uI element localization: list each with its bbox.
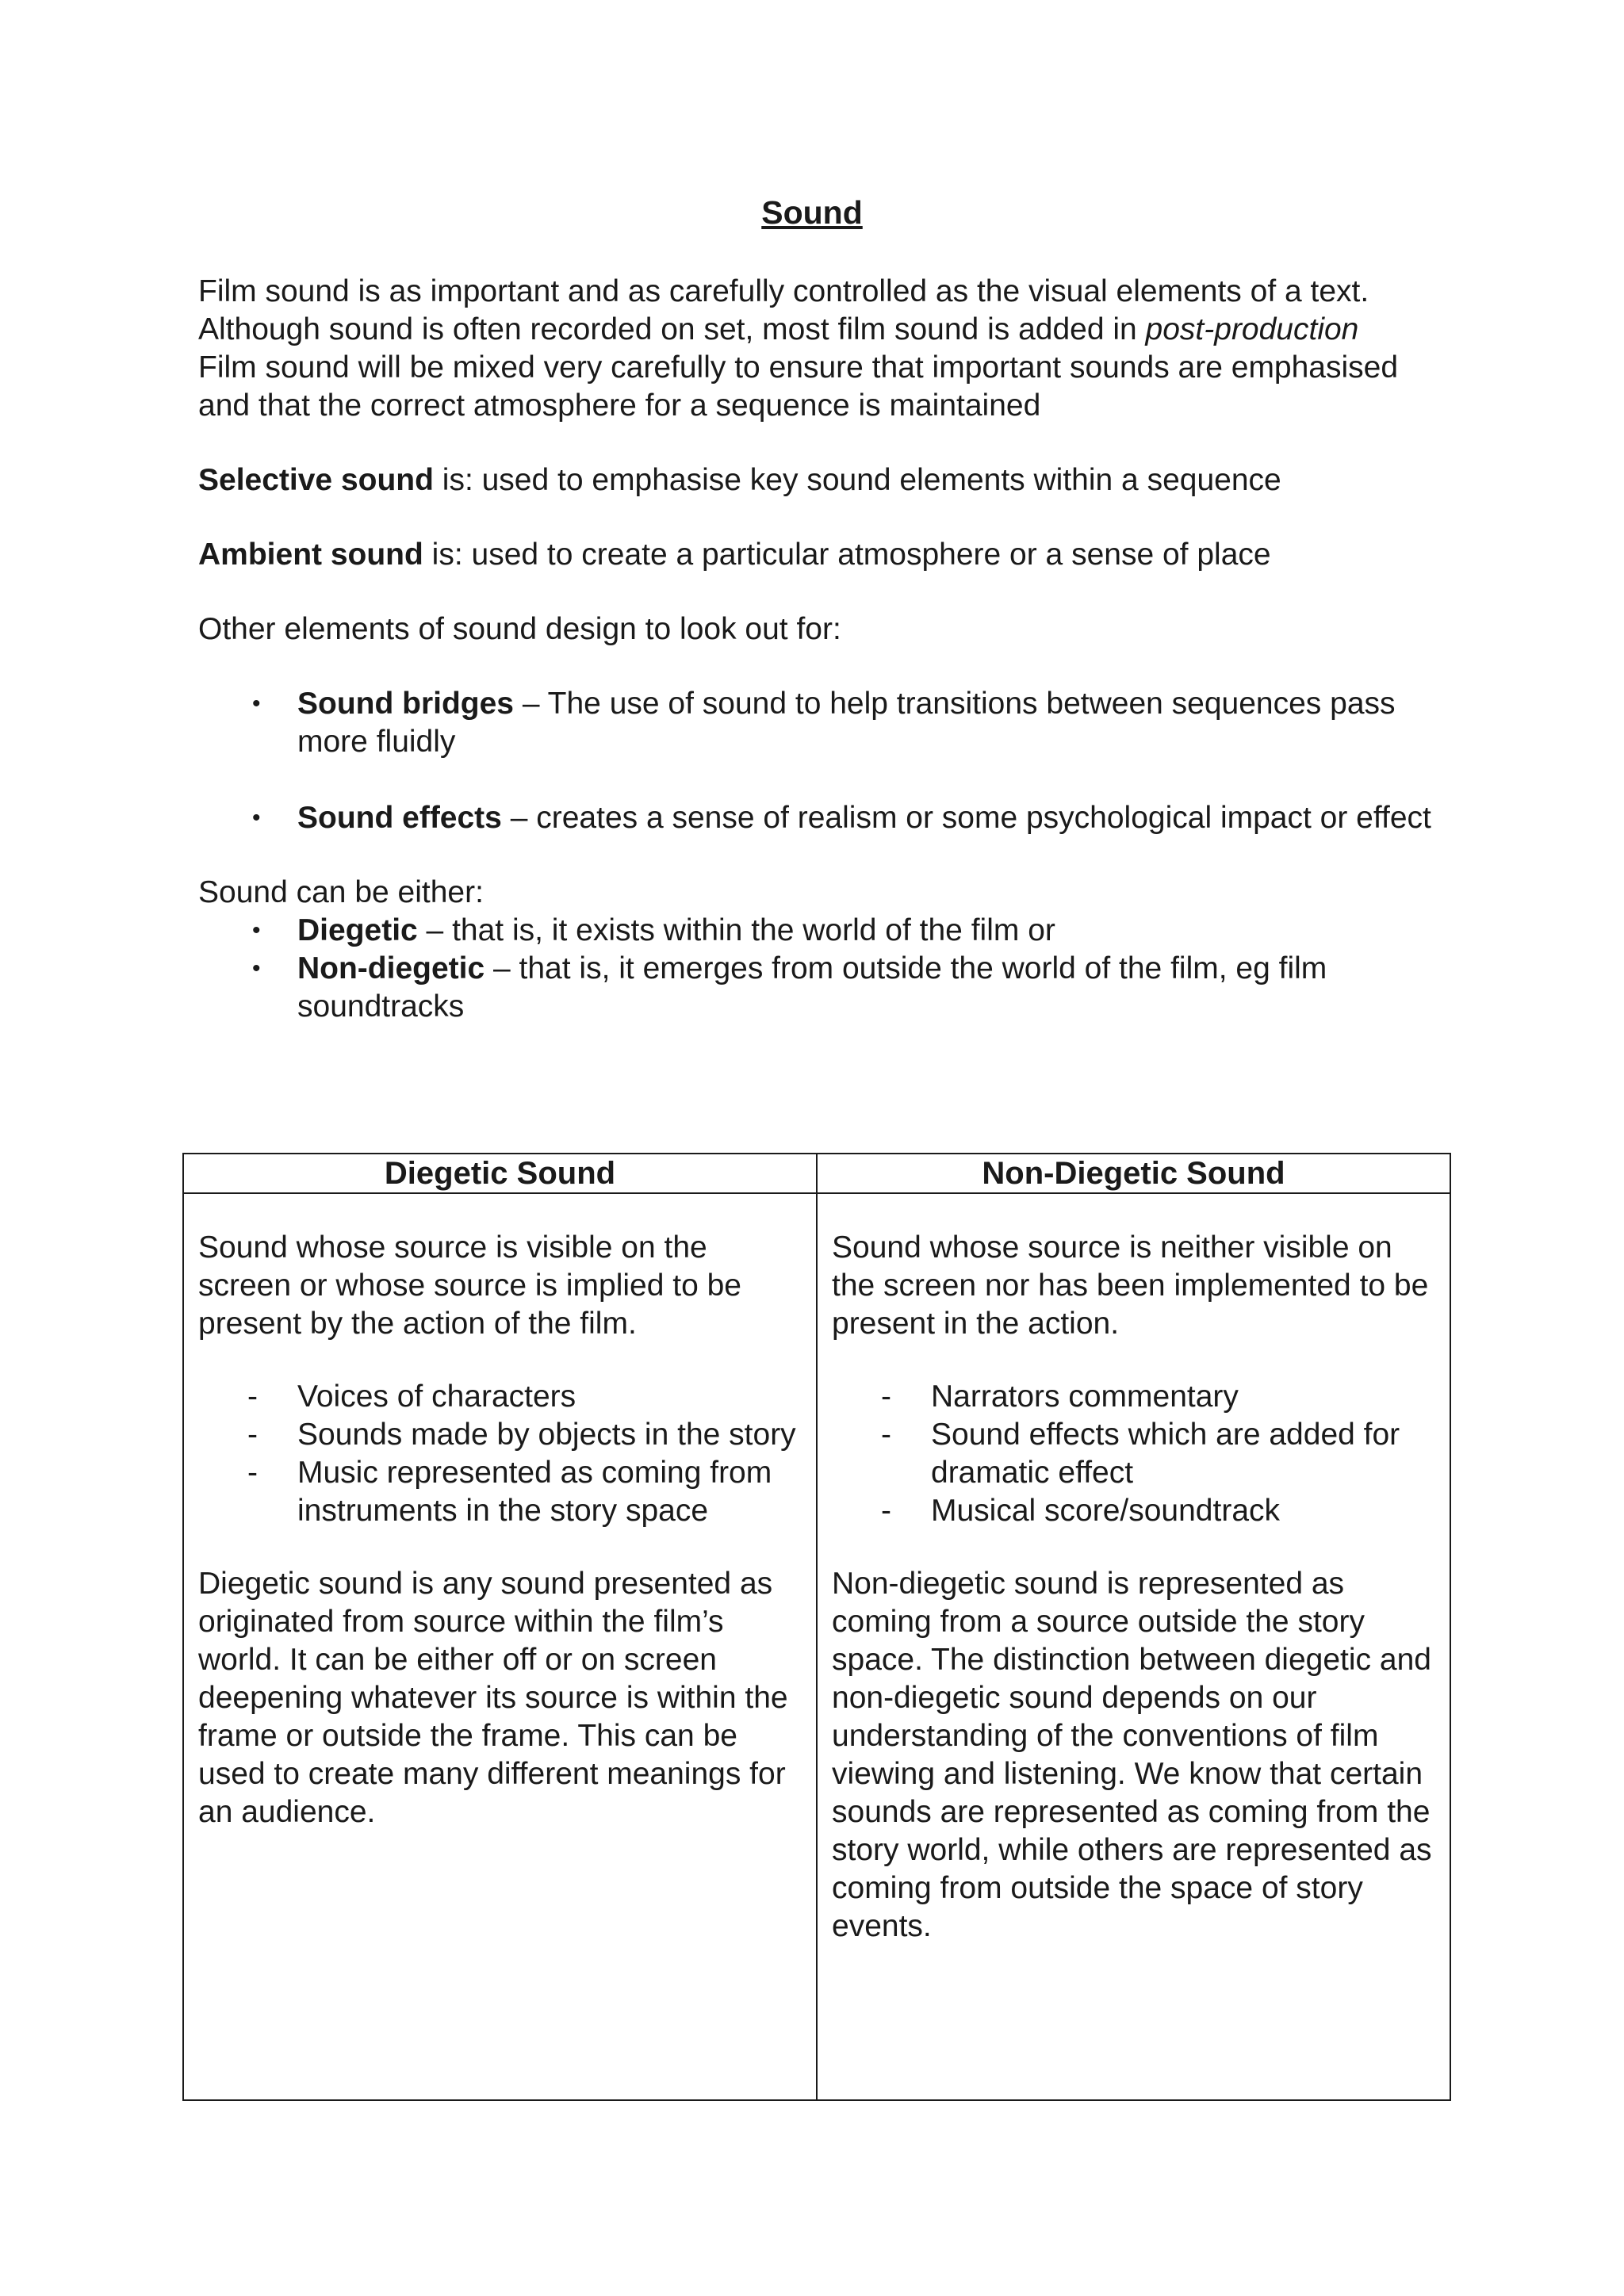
non-diegetic-cell xyxy=(816,1194,1450,2099)
non-diegetic-examples xyxy=(832,1378,1435,1530)
definition-text: is: used to create a particular atmosphere or a sense of place xyxy=(423,538,1271,572)
dash-icon: - xyxy=(881,1418,891,1452)
item-text: Music represented as coming from instruments in the story space xyxy=(297,1456,772,1528)
list-item xyxy=(198,950,1451,1026)
dash-icon: - xyxy=(247,1456,258,1490)
non-diegetic-summary: Non-diegetic sound is represented as coming from a source outside the story space. The distinction between diegetic and non-diegetic sound depends on our understanding of the conventions of film viewing and listening. We know that certain sounds are represented as coming from the story world, while others are represented as coming from outside the space of story events. xyxy=(832,1567,1432,1943)
item-text: Sound effects which are added for dramatic effect xyxy=(931,1418,1400,1490)
table-header-row xyxy=(184,1154,1450,1194)
list-item xyxy=(198,685,1451,761)
other-elements-heading: Other elements of sound design to look out for: xyxy=(198,612,841,646)
definition-term: Ambient sound xyxy=(198,538,423,572)
document-body xyxy=(198,273,1451,1026)
either-heading: Sound can be either: xyxy=(198,875,484,909)
item-text: Narrators commentary xyxy=(931,1380,1239,1414)
either-list xyxy=(198,912,1451,1026)
diegetic-examples xyxy=(198,1378,802,1530)
diegetic-cell xyxy=(184,1194,816,2099)
item-term: Sound effects xyxy=(297,801,502,835)
list-item xyxy=(832,1378,1435,1416)
dash-icon: - xyxy=(247,1418,258,1452)
bullet-icon: • xyxy=(252,805,261,831)
intro-text: Film sound is as important and as carefully controlled as the visual elements of a text. Although sound is often recorded on set, most film sound is added in xyxy=(198,274,1369,346)
list-item xyxy=(832,1492,1435,1530)
item-text: Musical score/soundtrack xyxy=(931,1494,1281,1528)
definition-text: is: used to emphasise key sound elements within a sequence xyxy=(433,463,1281,497)
definition-term: Selective sound xyxy=(198,463,434,497)
list-item xyxy=(832,1416,1435,1492)
item-text: Sounds made by objects in the story xyxy=(297,1418,796,1452)
item-text: – The use of sound to help transitions between sequences pass more fluidly xyxy=(297,687,1396,759)
item-text: – that is, it exists within the world of the film or xyxy=(417,913,1055,947)
item-term: Diegetic xyxy=(297,913,418,947)
bullet-icon: • xyxy=(252,955,261,982)
item-text: – creates a sense of realism or some psychological impact or effect xyxy=(501,801,1431,835)
comparison-table xyxy=(182,1153,1451,2101)
list-item xyxy=(198,912,1451,950)
item-text: – that is, it emerges from outside the world of the film, eg film soundtracks xyxy=(297,951,1327,1024)
diegetic-summary: Diegetic sound is any sound presented as originated from source within the film’s world. It can be either off or on screen deepening whatever its source is within the frame or outside the frame. This can be used to create many different meanings for an audience. xyxy=(198,1567,788,1829)
other-elements-list xyxy=(198,685,1451,837)
header-non-diegetic: Non-Diegetic Sound xyxy=(816,1154,1450,1192)
dash-icon: - xyxy=(881,1380,891,1414)
item-text: Voices of characters xyxy=(297,1380,576,1414)
intro-italic-term: post-production xyxy=(1145,312,1359,346)
list-item xyxy=(198,1454,802,1530)
bullet-icon: • xyxy=(252,691,261,717)
list-item xyxy=(198,1378,802,1416)
list-item xyxy=(198,799,1451,837)
definition-ambient xyxy=(198,536,1451,574)
table-body-row xyxy=(184,1194,1450,2099)
mixing-paragraph: Film sound will be mixed very carefully to ensure that important sounds are emphasised and that the correct atmosphere for a sequence is maintained xyxy=(198,350,1399,423)
intro-paragraph xyxy=(198,273,1451,349)
definition-selective xyxy=(198,461,1451,499)
diegetic-intro: Sound whose source is visible on the screen or whose source is implied to be present by the action of the film. xyxy=(198,1230,741,1341)
list-item xyxy=(198,1416,802,1454)
dash-icon: - xyxy=(247,1380,258,1414)
non-diegetic-intro: Sound whose source is neither visible on the screen nor has been implemented to be present in the action. xyxy=(832,1230,1429,1341)
header-diegetic: Diegetic Sound xyxy=(384,1156,616,1191)
page-title: Sound xyxy=(761,194,863,231)
item-term: Sound bridges xyxy=(297,687,514,721)
item-term: Non-diegetic xyxy=(297,951,485,985)
dash-icon: - xyxy=(881,1494,891,1528)
bullet-icon: • xyxy=(252,917,261,943)
